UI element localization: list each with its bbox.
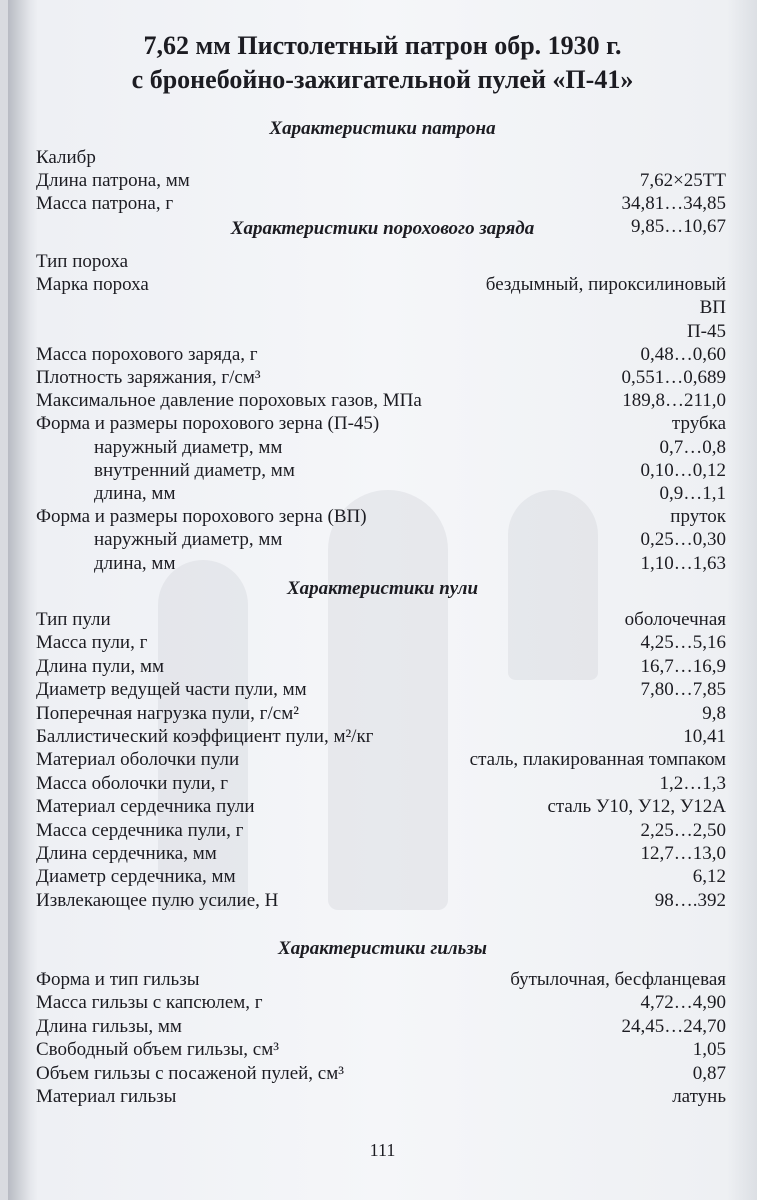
row-value: бутылочная, бесфланцевая <box>510 969 726 990</box>
table-row <box>36 819 726 843</box>
row-value: 1,2…1,3 <box>659 772 726 794</box>
row-label: Диаметр ведущей части пули, мм <box>36 679 307 701</box>
table-row <box>36 1015 726 1039</box>
row-label: Длина гильзы, мм <box>36 1015 182 1037</box>
table-row <box>36 889 726 913</box>
table-row <box>36 552 726 576</box>
row-value: 4,72…4,90 <box>640 992 726 1014</box>
table-row <box>36 528 726 552</box>
row-value: 9,8 <box>702 702 726 724</box>
row-label: Масса оболочки пули, г <box>36 772 228 794</box>
row-label: Тип пули <box>36 609 111 630</box>
table-row <box>36 1062 726 1086</box>
row-value: сталь, плакированная томпаком <box>469 749 726 771</box>
section-heading-case: Характеристики гильзы <box>278 938 487 959</box>
row-label: внутренний диаметр, мм <box>94 459 295 481</box>
table-row <box>36 655 726 679</box>
table-row <box>36 842 726 866</box>
table-row <box>36 968 726 992</box>
row-value: 189,8…211,0 <box>622 390 726 412</box>
row-value: пруток <box>670 506 726 528</box>
row-label: Масса гильзы с капсюлем, г <box>36 992 263 1014</box>
row-label: Поперечная нагрузка пули, г/см² <box>36 702 299 724</box>
row-label: Форма и размеры порохового зерна (П-45) <box>36 413 380 435</box>
row-value: 0,7…0,8 <box>659 436 726 458</box>
row-value: 0,10…0,12 <box>640 459 726 481</box>
table-row <box>36 725 726 749</box>
row-value: 1,05 <box>692 1039 726 1061</box>
row-value: 0,25…0,30 <box>640 529 726 551</box>
row-value: П-45 <box>686 320 726 342</box>
table-row <box>36 169 726 193</box>
table-row <box>36 296 726 320</box>
row-label: Калибр <box>36 147 96 168</box>
row-value: сталь У10, У12, У12А <box>547 796 726 818</box>
row-label: Форма и размеры порохового зерна (ВП) <box>36 506 367 528</box>
row-value: 0,87 <box>692 1062 726 1084</box>
table-row <box>36 459 726 483</box>
row-label: наружный диаметр, мм <box>94 436 283 458</box>
table-row <box>36 436 726 460</box>
row-label: Свободный объем гильзы, см³ <box>36 1039 279 1061</box>
row-value: 0,551…0,689 <box>621 367 726 388</box>
row-label: Масса патрона, г <box>36 193 174 214</box>
row-value: 2,25…2,50 <box>640 819 726 841</box>
row-value: 34,81…34,85 <box>621 193 726 214</box>
row-value: латунь <box>672 1086 726 1107</box>
row-label: Масса пули, г <box>36 632 148 654</box>
table-row <box>36 702 726 726</box>
table-row <box>36 678 726 702</box>
table-row <box>36 389 726 413</box>
row-value: 9,85…10,67 <box>631 216 726 237</box>
row-label: Длина пули, мм <box>36 655 164 677</box>
row-value: 7,62×25ТТ <box>639 170 726 191</box>
page-binding-edge <box>8 0 30 1200</box>
row-label: Тип пороха <box>36 251 129 272</box>
table-row <box>36 273 726 297</box>
table-row <box>36 366 726 390</box>
table-row <box>36 505 726 529</box>
row-value: 7,80…7,85 <box>640 679 726 701</box>
table-row <box>36 608 726 632</box>
page-number: 111 <box>369 1140 396 1160</box>
table-row <box>36 772 726 796</box>
row-label: длина, мм <box>94 552 176 574</box>
row-label: Длина сердечника, мм <box>36 843 217 864</box>
table-row <box>36 146 726 170</box>
table-row <box>36 1038 726 1062</box>
row-value: 0,9…1,1 <box>659 483 726 504</box>
row-label: Форма и тип гильзы <box>36 969 200 990</box>
row-value: ВП <box>699 297 726 319</box>
row-label: Материал гильзы <box>36 1086 177 1107</box>
book-page <box>8 0 757 1200</box>
row-value: 12,7…13,0 <box>640 843 726 864</box>
table-row <box>36 192 726 216</box>
row-label: Материал оболочки пули <box>36 749 240 771</box>
row-label: Марка пороха <box>36 274 149 296</box>
row-label: Извлекающее пулю усилие, Н <box>36 889 279 911</box>
row-label: Масса сердечника пули, г <box>36 819 244 841</box>
table-row <box>36 1085 726 1109</box>
row-value: 24,45…24,70 <box>621 1015 726 1037</box>
section-heading-powder: Характеристики порохового заряда <box>230 218 535 239</box>
table-row <box>36 795 726 819</box>
row-value: бездымный, пироксилиновый <box>485 274 726 296</box>
table-row <box>36 250 726 274</box>
row-value: 98….392 <box>654 889 726 911</box>
row-label: Материал сердечника пули <box>36 796 255 818</box>
row-value: 1,10…1,63 <box>640 552 726 574</box>
row-value: 16,7…16,9 <box>640 655 726 677</box>
page-title-line-1: 7,62 мм Пистолетный патрон обр. 1930 г. <box>143 31 622 60</box>
table-row <box>36 320 726 344</box>
row-label: длина, мм <box>94 483 176 504</box>
row-label: Диаметр сердечника, мм <box>36 866 236 888</box>
row-label: Баллистический коэффициент пули, м²/кг <box>36 726 374 747</box>
row-label: Плотность заряжания, г/см³ <box>36 367 261 388</box>
row-label: Максимальное давление пороховых газов, МПа <box>36 390 422 412</box>
section-heading-cartridge: Характеристики патрона <box>269 118 496 139</box>
section-heading-bullet: Характеристики пули <box>286 578 479 599</box>
table-row <box>36 631 726 655</box>
row-value: 6,12 <box>692 866 726 888</box>
row-label: Длина патрона, мм <box>36 170 190 191</box>
row-label: Масса порохового заряда, г <box>36 343 258 365</box>
row-value: 0,48…0,60 <box>640 343 726 365</box>
row-value: трубка <box>671 413 726 435</box>
table-row <box>36 412 726 436</box>
table-row <box>36 748 726 772</box>
page-title-line-2: с бронебойно-зажигательной пулей «П-41» <box>131 65 634 94</box>
table-row <box>36 343 726 367</box>
table-row <box>36 991 726 1015</box>
row-value: 4,25…5,16 <box>640 632 726 654</box>
row-label: Объем гильзы с посаженой пулей, см³ <box>36 1062 344 1084</box>
table-row <box>36 482 726 506</box>
row-value: 10,41 <box>683 726 726 747</box>
row-label: наружный диаметр, мм <box>94 529 283 551</box>
table-row <box>36 865 726 889</box>
row-value: оболочечная <box>624 609 726 630</box>
